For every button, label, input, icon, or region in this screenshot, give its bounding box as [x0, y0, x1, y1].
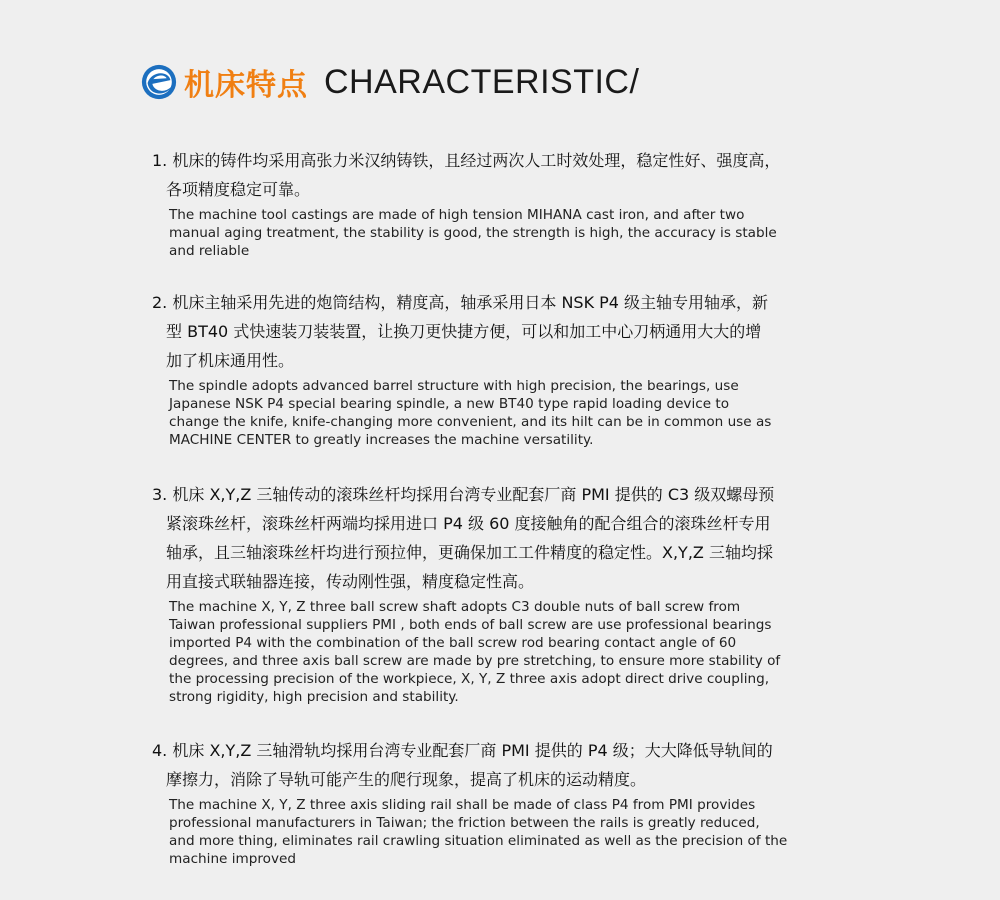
feature-en-line: Japanese NSK P4 special bearing spindle, a new BT40 type rapid loading device to: [169, 396, 730, 412]
feature-cn-line: 紧滚珠丝杆，滚珠丝杆两端均採用进口 P4 级 60 度接触角的配合组合的滚珠丝杆专用: [166, 514, 771, 533]
title-english: CHARACTERISTIC/: [324, 62, 640, 101]
feature-en-line: Taiwan professional suppliers PMI , both ends of ball screw are use professional bearings: [169, 617, 772, 633]
feature-en-line: machine improved: [169, 851, 297, 867]
feature-en-line: imported P4 with the combination of the ball screw rod bearing contact angle of 60: [169, 635, 737, 651]
feature-en-line: and more thing, eliminates rail crawling situation eliminated as well as the precision of the: [169, 833, 788, 849]
feature-en-line: manual aging treatment, the stability is good, the strength is high, the accuracy is stable: [169, 225, 777, 241]
feature-en-line: The machine X, Y, Z three axis sliding rail shall be made of class P4 from PMI provides: [169, 797, 756, 813]
feature-en-line: and reliable: [169, 243, 250, 259]
title-chinese: 机床特点: [184, 68, 308, 103]
feature-cn-line: 3. 机床 X,Y,Z 三轴传动的滚珠丝杆均採用台湾专业配套厂商 PMI 提供的 C3 级双螺母预: [152, 485, 775, 504]
feature-en-line: change the knife, knife-changing more convenient, and its hilt can be in common use as: [169, 414, 772, 430]
feature-en-text: [169, 598, 829, 706]
feature-item-3: [152, 480, 842, 706]
feature-en-line: strong rigidity, high precision and stability.: [169, 689, 459, 705]
feature-en-line: the processing precision of the workpiece, X, Y, Z three axis adopt direct drive coupling,: [169, 671, 770, 687]
feature-cn-line: 2. 机床主轴采用先进的炮筒结构，精度高，轴承采用日本 NSK P4 级主轴专用轴承，新: [152, 293, 769, 312]
feature-en-line: degrees, and three axis ball screw are made by pre stretching, to ensure more stability of: [169, 653, 781, 669]
feature-cn-line: 4. 机床 X,Y,Z 三轴滑轨均採用台湾专业配套厂商 PMI 提供的 P4 级；大大降低导轨间的: [152, 741, 773, 760]
feature-cn-line: 用直接式联轴器连接，传动刚性强，精度稳定性高。: [166, 572, 535, 591]
feature-en-line: The spindle adopts advanced barrel structure with high precision, the bearings, use: [169, 378, 739, 394]
feature-en-line: professional manufacturers in Taiwan; the friction between the rails is greatly reduced,: [169, 815, 760, 831]
feature-en-line: The machine tool castings are made of high tension MIHANA cast iron, and after two: [169, 207, 745, 223]
feature-en-text: [169, 377, 829, 449]
feature-item-4: [152, 736, 842, 868]
brand-logo-icon: [140, 63, 178, 101]
feature-en-line: MACHINE CENTER to greatly increases the machine versatility.: [169, 432, 594, 448]
page-header: [140, 58, 639, 106]
feature-cn-line: 1. 机床的铸件均采用高张力米汉纳铸铁，且经过两次人工时效处理，稳定性好、强度高，: [152, 151, 781, 170]
feature-cn-line: 各项精度稳定可靠。: [166, 180, 311, 199]
feature-en-text: [169, 796, 829, 868]
feature-cn-line: 摩擦力，消除了导轨可能产生的爬行现象，提高了机床的运动精度。: [166, 770, 647, 789]
feature-en-line: The machine X, Y, Z three ball screw shaft adopts C3 double nuts of ball screw from: [169, 599, 741, 615]
feature-en-text: [169, 206, 829, 260]
feature-cn-line: 加了机床通用性。: [166, 351, 295, 370]
feature-item-2: [152, 288, 842, 449]
feature-cn-line: 型 BT40 式快速装刀装装置，让换刀更快捷方便，可以和加工中心刀柄通用大大的增: [166, 322, 762, 341]
feature-cn-line: 轴承，且三轴滚珠丝杆均进行预拉伸，更确保加工工件精度的稳定性。X,Y,Z 三轴均採: [166, 543, 773, 562]
feature-item-1: [152, 146, 842, 260]
